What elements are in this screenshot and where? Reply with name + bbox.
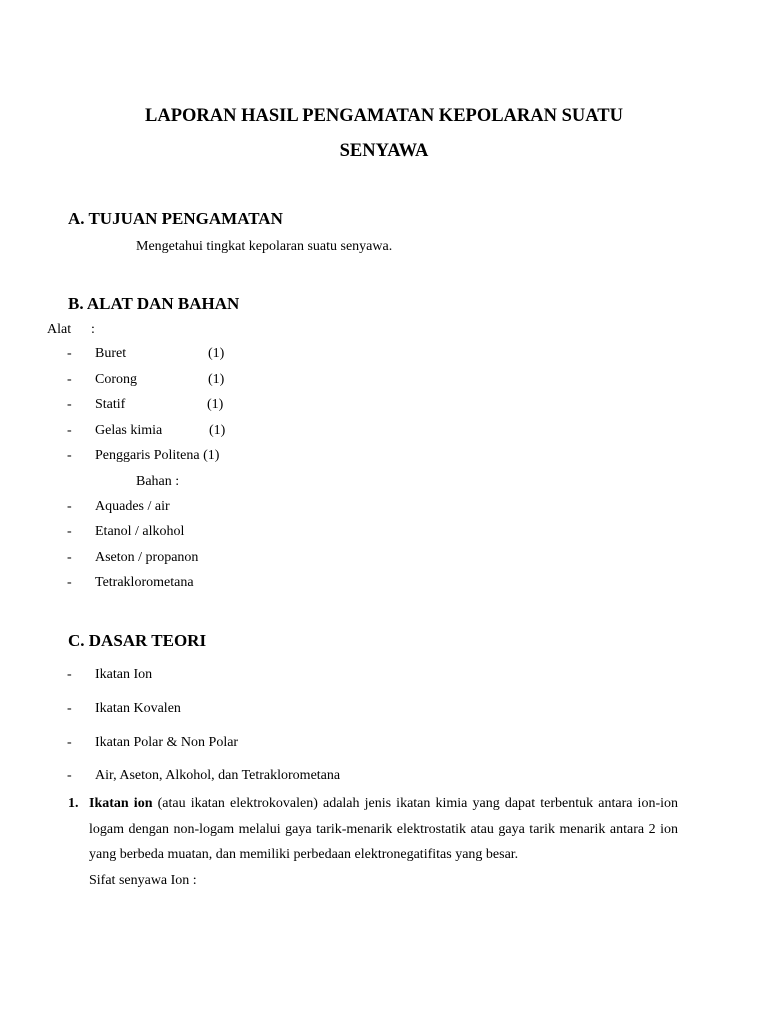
list-dash: - [67,423,72,438]
section-a-text: Mengetahui tingkat kepolaran suatu senyawa. [136,239,393,254]
list-dash: - [67,701,72,716]
point-1-number: 1. [68,796,79,811]
alat-item-name: Buret [95,346,127,361]
alat-item-qty: (1) [208,346,225,361]
bahan-item: Etanol / alkohol [95,524,185,539]
list-dash: - [67,550,72,565]
list-dash: - [67,667,72,682]
bahan-item: Tetraklorometana [95,575,194,590]
section-c-heading: C. DASAR TEORI [68,631,207,650]
point-1-paragraph [89,791,678,893]
alat-item-qty: (1) [208,372,225,387]
list-dash: - [67,768,72,783]
point-1-body: (atau ikatan elektrokovalen) adalah jenis ikatan kimia yang dapat terbentuk antara ion-ion logam dengan non-logam melalui gaya tarik-menarik elektrostatik atau gaya tarik menarik antara 2 ion yang berbeda muatan, dan memiliki perbedaan elektronegatifitas yang besar. [89,796,679,862]
bahan-item: Aquades / air [95,499,170,514]
alat-item-name: Gelas kimia [95,423,163,438]
bahan-item: Aseton / propanon [95,550,199,565]
list-dash: - [67,346,72,361]
alat-item-name: Penggaris Politena (1) [95,448,220,463]
theory-item: Ikatan Kovalen [95,701,181,716]
bahan-label: Bahan : [136,474,180,489]
list-dash: - [67,499,72,514]
alat-item-name: Statif [95,397,126,412]
theory-item: Air, Aseton, Alkohol, dan Tetraklorometana [95,768,341,783]
page-title-line-1: LAPORAN HASIL PENGAMATAN KEPOLARAN SUATU [145,106,623,126]
list-dash: - [67,575,72,590]
alat-label: Alat [47,322,72,337]
list-dash: - [67,372,72,387]
list-dash: - [67,397,72,412]
alat-item-qty: (1) [207,397,224,412]
page-title-line-2: SENYAWA [339,141,429,161]
point-1-sub: Sifat senyawa Ion : [89,872,197,888]
list-dash: - [67,735,72,750]
section-b-heading: B. ALAT DAN BAHAN [68,294,240,313]
theory-item: Ikatan Ion [95,667,153,682]
list-dash: - [67,448,72,463]
alat-item-name: Corong [95,372,137,387]
section-a-heading: A. TUJUAN PENGAMATAN [68,209,283,228]
alat-colon: : [91,322,95,337]
theory-item: Ikatan Polar & Non Polar [95,735,239,750]
list-dash: - [67,524,72,539]
point-1-lead: Ikatan ion [89,796,153,811]
alat-item-qty: (1) [209,423,226,438]
